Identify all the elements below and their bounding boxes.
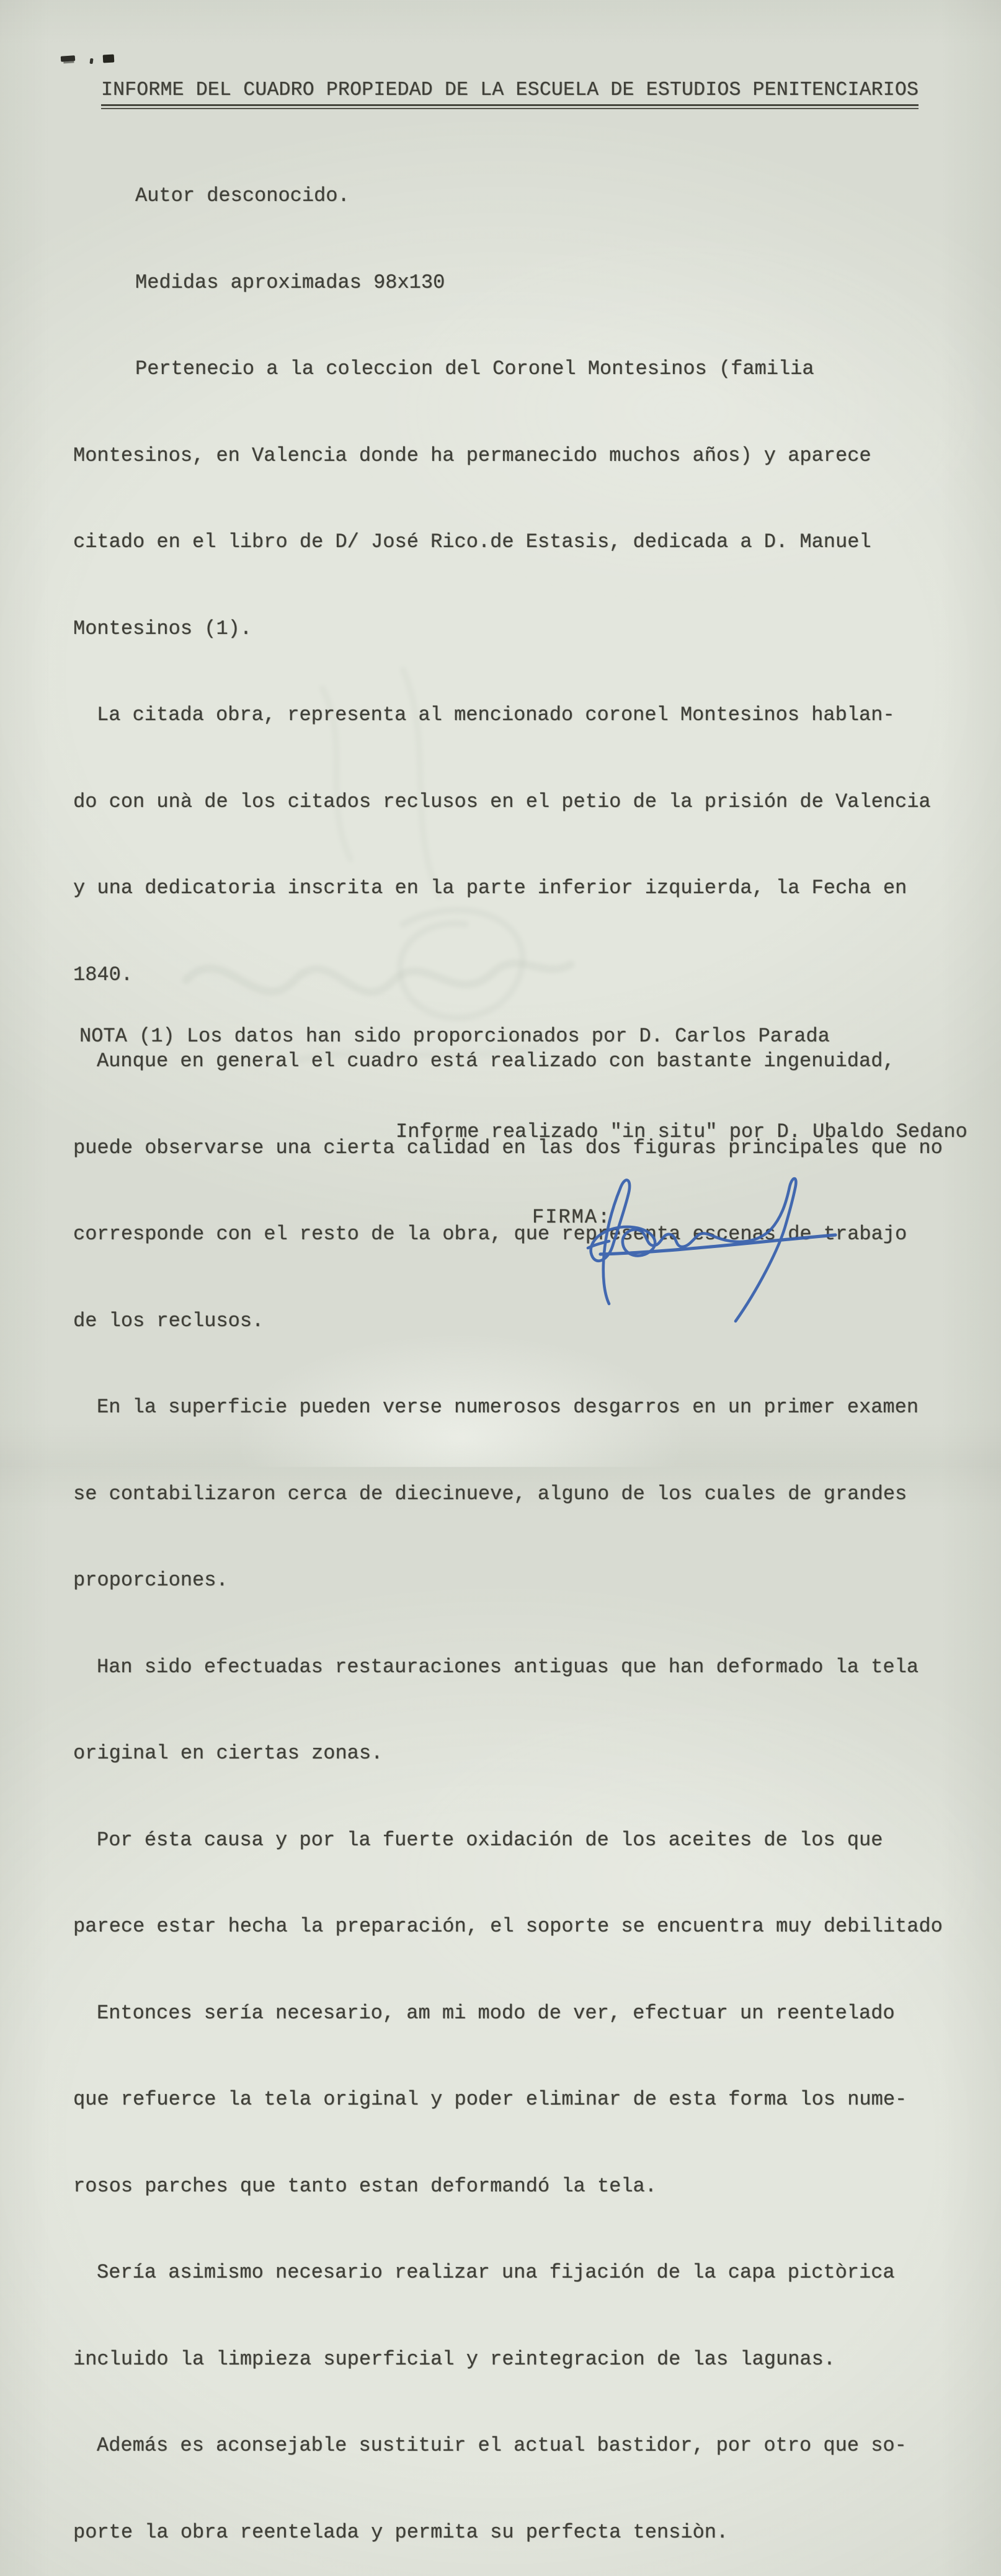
doc-line: y una dedicatoria inscrita en la parte inferior izquierda, la Fecha en — [73, 876, 907, 899]
doc-line: En la superficie pueden verse numerosos desgarros en un primer examen — [97, 1396, 919, 1419]
ink-smudge — [61, 55, 76, 62]
document-body — [73, 124, 943, 2576]
doc-line: Aunque en general el cuadro está realizado con bastante ingenuidad, — [97, 1050, 895, 1072]
report-credit: Informe realizado "in situ" por D. Ubaldo Sedano — [396, 1120, 968, 1143]
document-title-block — [101, 79, 919, 109]
doc-line: Además es aconsejable sustituir el actual bastidor, por otro que so- — [97, 2434, 907, 2457]
doc-line: Montesinos (1). — [73, 617, 252, 640]
doc-line: original en ciertas zonas. — [73, 1742, 383, 1765]
doc-line: Pertenecio a la coleccion del Coronel Montesinos (familia — [135, 357, 814, 380]
doc-line: Por ésta causa y por la fuerte oxidación de los aceites de los que — [97, 1828, 883, 1852]
doc-line: parece estar hecha la preparación, el soporte se encuentra muy debilitado — [73, 1915, 943, 1938]
doc-line: 1840. — [73, 963, 133, 986]
ink-smudge — [103, 55, 115, 63]
doc-line: rosos parches que tanto estan deformandó la tela. — [73, 2174, 657, 2198]
doc-line: Autor desconocido. — [135, 184, 350, 207]
doc-line: do con unà de los citados reclusos en el petio de la prisión de Valencia — [73, 790, 931, 813]
doc-line: que refuerce la tela original y poder eliminar de esta forma los nume- — [73, 2088, 907, 2111]
doc-line: Entonces sería necesario, am mi modo de ver, efectuar un reentelado — [97, 2001, 895, 2025]
signature-ink — [571, 1148, 856, 1334]
doc-line: de los reclusos. — [73, 1309, 264, 1332]
ink-smudge-marks — [61, 53, 123, 69]
doc-line: proporciones. — [73, 1569, 228, 1592]
document-title: INFORME DEL CUADRO PROPIEDAD DE LA ESCUELA DE ESTUDIOS PENITENCIARIOS — [101, 79, 919, 106]
ink-smudge — [89, 58, 93, 65]
doc-line: Sería asimismo necesario realizar una fijación de la capa pictòrica — [97, 2261, 895, 2284]
doc-line: La citada obra, representa al mencionado coronel Montesinos hablan- — [97, 703, 895, 726]
doc-line: incluido la limpieza superficial y reintegracion de las lagunas. — [73, 2347, 835, 2371]
doc-line: porte la obra reentelada y permita su perfecta tensiòn. — [73, 2520, 729, 2544]
doc-line: corresponde con el resto de la obra, que representa escenas de trabajo — [73, 1223, 907, 1246]
doc-line: puede observarse una cierta calidad en las dos figuras principales que no — [73, 1136, 943, 1159]
doc-line: Han sido efectuadas restauraciones antiguas que han deformado la tela — [97, 1655, 919, 1678]
doc-line: Montesinos, en Valencia donde ha permanecido muchos años) y aparece — [73, 443, 871, 467]
doc-line: se contabilizaron cerca de diecinueve, alguno de los cuales de grandes — [73, 1482, 907, 1505]
doc-line: citado en el libro de D/ José Rico.de Estasis, dedicada a D. Manuel — [73, 530, 871, 553]
footnote: NOTA (1) Los datos han sido proporcionados por D. Carlos Parada — [79, 1025, 830, 1048]
doc-line: Medidas aproximadas 98x130 — [135, 270, 445, 294]
signature-label: FIRMA: — [532, 1206, 612, 1229]
